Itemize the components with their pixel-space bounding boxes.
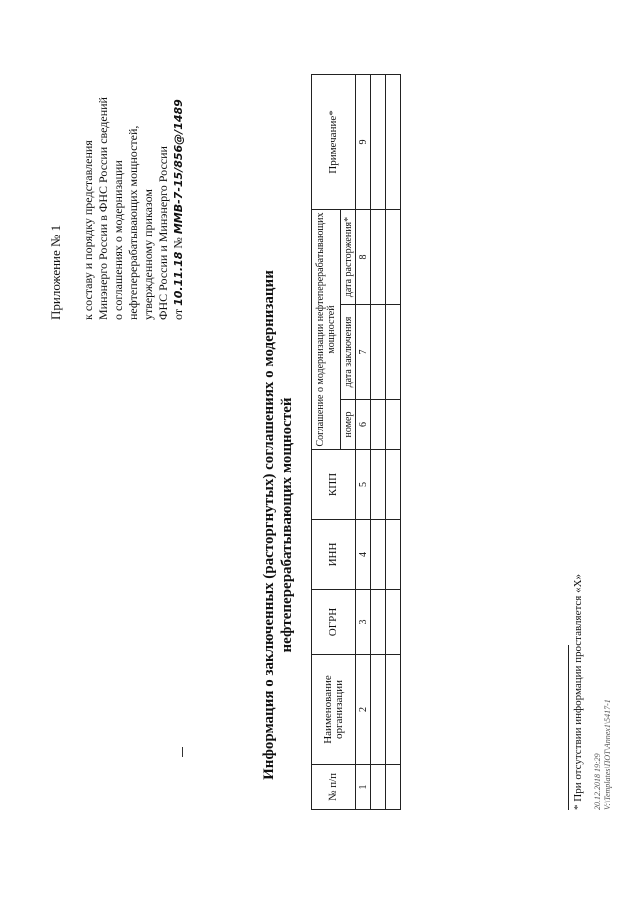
- column-number: 9: [356, 75, 371, 210]
- file-stamp-path: V:\Templates\ПОТ\Annex1\5417-1: [603, 699, 612, 810]
- column-number-row: [356, 75, 371, 810]
- table-cell: [386, 75, 401, 210]
- header-organization: Наименование организации: [312, 655, 356, 765]
- header-ogrn: ОГРН: [312, 590, 356, 655]
- header-date-terminated: дата расторжения*: [341, 210, 356, 305]
- appendix-block: [48, 20, 186, 320]
- table-cell: [386, 655, 401, 765]
- column-number: 3: [356, 590, 371, 655]
- appendix-line: ФНС России и Минэнерго России: [156, 146, 170, 320]
- table-row: [371, 75, 386, 810]
- table-cell: [371, 210, 386, 305]
- order-reference: [171, 20, 186, 320]
- appendix-line: нефтеперерабатывающих мощностей,: [126, 125, 140, 320]
- appendix-title: Приложение № 1: [48, 224, 63, 320]
- table-cell: [371, 305, 386, 400]
- table-cell: [371, 590, 386, 655]
- column-number: 5: [356, 450, 371, 520]
- header-inn: ИНН: [312, 520, 356, 590]
- appendix-line: утвержденному приказом: [141, 189, 155, 320]
- table-cell: [371, 520, 386, 590]
- table-cell: [371, 450, 386, 520]
- table-cell: [386, 305, 401, 400]
- document-title: [260, 225, 296, 825]
- appendix-line: Минэнерго России в ФНС России сведений: [96, 97, 110, 320]
- table-cell: [371, 765, 386, 810]
- file-stamp: [593, 699, 613, 810]
- footnote: * При отсутствии информации проставляется «X»: [572, 573, 584, 810]
- document-title-line: нефтеперерабатывающих мощностей: [279, 397, 295, 653]
- table-row: [386, 75, 401, 810]
- column-number: 8: [356, 210, 371, 305]
- header-date-signed: дата заключения: [341, 305, 356, 400]
- table-cell: [371, 400, 386, 450]
- order-prefix: от: [171, 308, 185, 320]
- header-note: Примечание*: [312, 75, 356, 210]
- table-cell: [386, 765, 401, 810]
- agreements-table: [311, 74, 401, 810]
- appendix-line: к составу и порядку представления: [81, 140, 95, 320]
- margin-tick-mark: [182, 747, 183, 757]
- table-header-row: [312, 75, 341, 810]
- table-cell: [386, 400, 401, 450]
- table-cell: [386, 450, 401, 520]
- order-number-label: №: [171, 237, 185, 249]
- document-title-line: Информация о заключенных (расторгнутых) соглашениях о модернизации: [261, 270, 277, 780]
- file-stamp-date: 20.12.2018 19:29: [593, 753, 602, 810]
- table-cell: [371, 655, 386, 765]
- footnote-rule: [568, 645, 569, 810]
- header-agreement-number: номер: [341, 400, 356, 450]
- column-number: 7: [356, 305, 371, 400]
- table-cell: [386, 210, 401, 305]
- column-number: 6: [356, 400, 371, 450]
- column-number: 4: [356, 520, 371, 590]
- table-cell: [386, 590, 401, 655]
- appendix-line: о соглашениях о модернизации: [111, 160, 125, 320]
- column-number: 1: [356, 765, 371, 810]
- table-cell: [386, 520, 401, 590]
- header-agreement: Соглашение о модернизации нефтеперерабатывающих мощностей: [312, 210, 341, 450]
- column-number: 2: [356, 655, 371, 765]
- order-date: 10.11.18: [172, 251, 185, 306]
- order-number: ММВ-7-15/856@/1489: [172, 99, 185, 235]
- table-cell: [371, 75, 386, 210]
- header-num: № п/п: [312, 765, 356, 810]
- header-kpp: КПП: [312, 450, 356, 520]
